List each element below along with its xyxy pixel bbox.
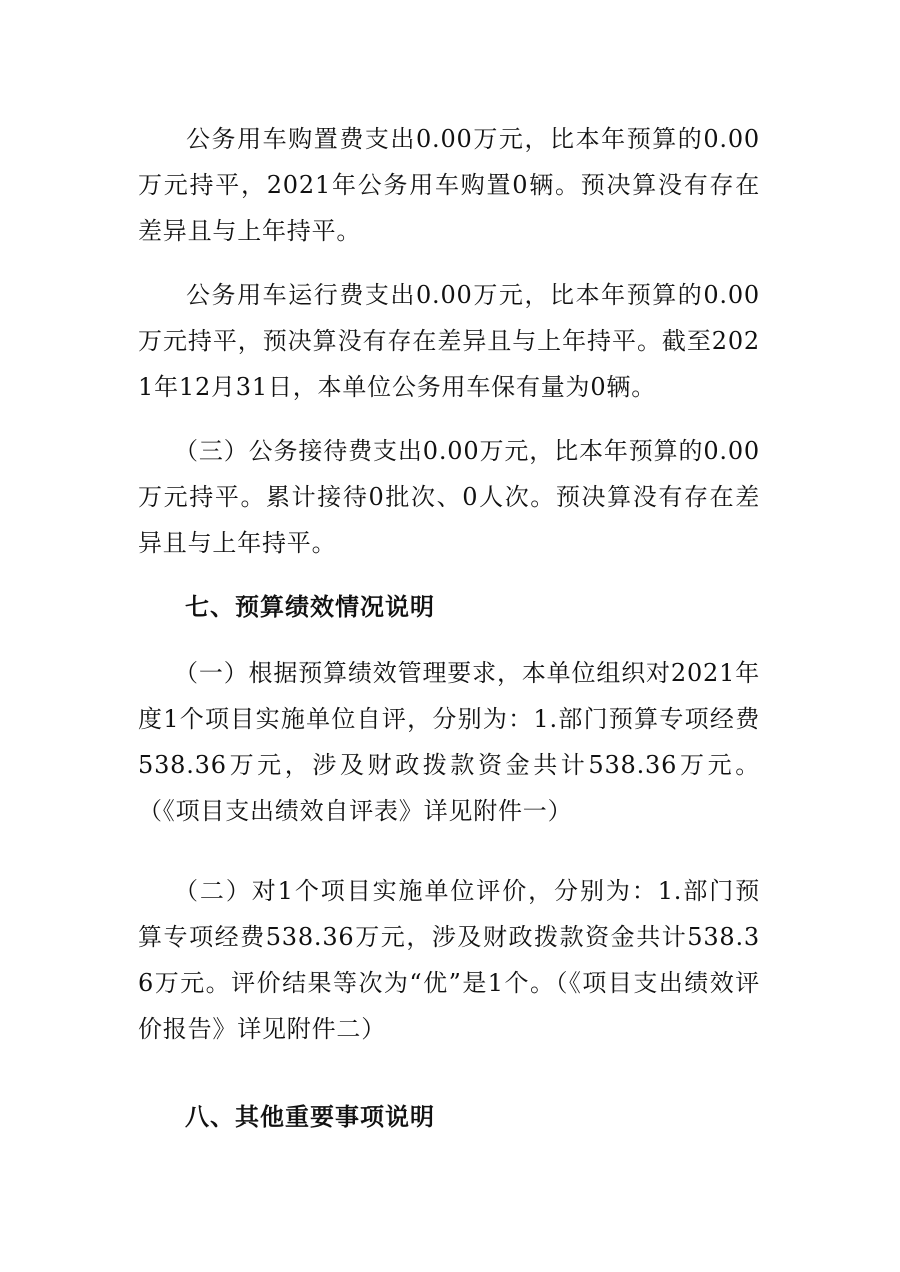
paragraph-vehicle-operation: 公务用车运行费支出0.00万元，比本年预算的0.00万元持平，预决算没有存在差异且与上年持平。截至2021年12月31日，本单位公务用车保有量为0辆。 [138, 281, 760, 401]
paragraph-self-evaluation: （一）根据预算绩效管理要求，本单位组织对2021年度1个项目实施单位自评，分别为：1.部门预算专项经费538.36万元，涉及财政拨款资金共计538.36万元。（《项目支出绩效自评表》详见附件一） [138, 659, 760, 825]
section-heading-other-matters: 八、其他重要事项说明 [185, 1103, 435, 1131]
section-heading-budget-performance: 七、预算绩效情况说明 [185, 593, 435, 621]
paragraph-vehicle-purchase: 公务用车购置费支出0.00万元，比本年预算的0.00万元持平，2021年公务用车购置0辆。预决算没有存在差异且与上年持平。 [138, 125, 760, 245]
paragraph-unit-evaluation: （二）对1个项目实施单位评价，分别为：1.部门预算专项经费538.36万元，涉及财政拨款资金共计538.36万元。评价结果等次为“优”是1个。（《项目支出绩效评价报告》详见附件二） [138, 877, 760, 1043]
paragraph-official-reception: （三）公务接待费支出0.00万元，比本年预算的0.00万元持平。累计接待0批次、0人次。预决算没有存在差异且与上年持平。 [138, 437, 760, 557]
